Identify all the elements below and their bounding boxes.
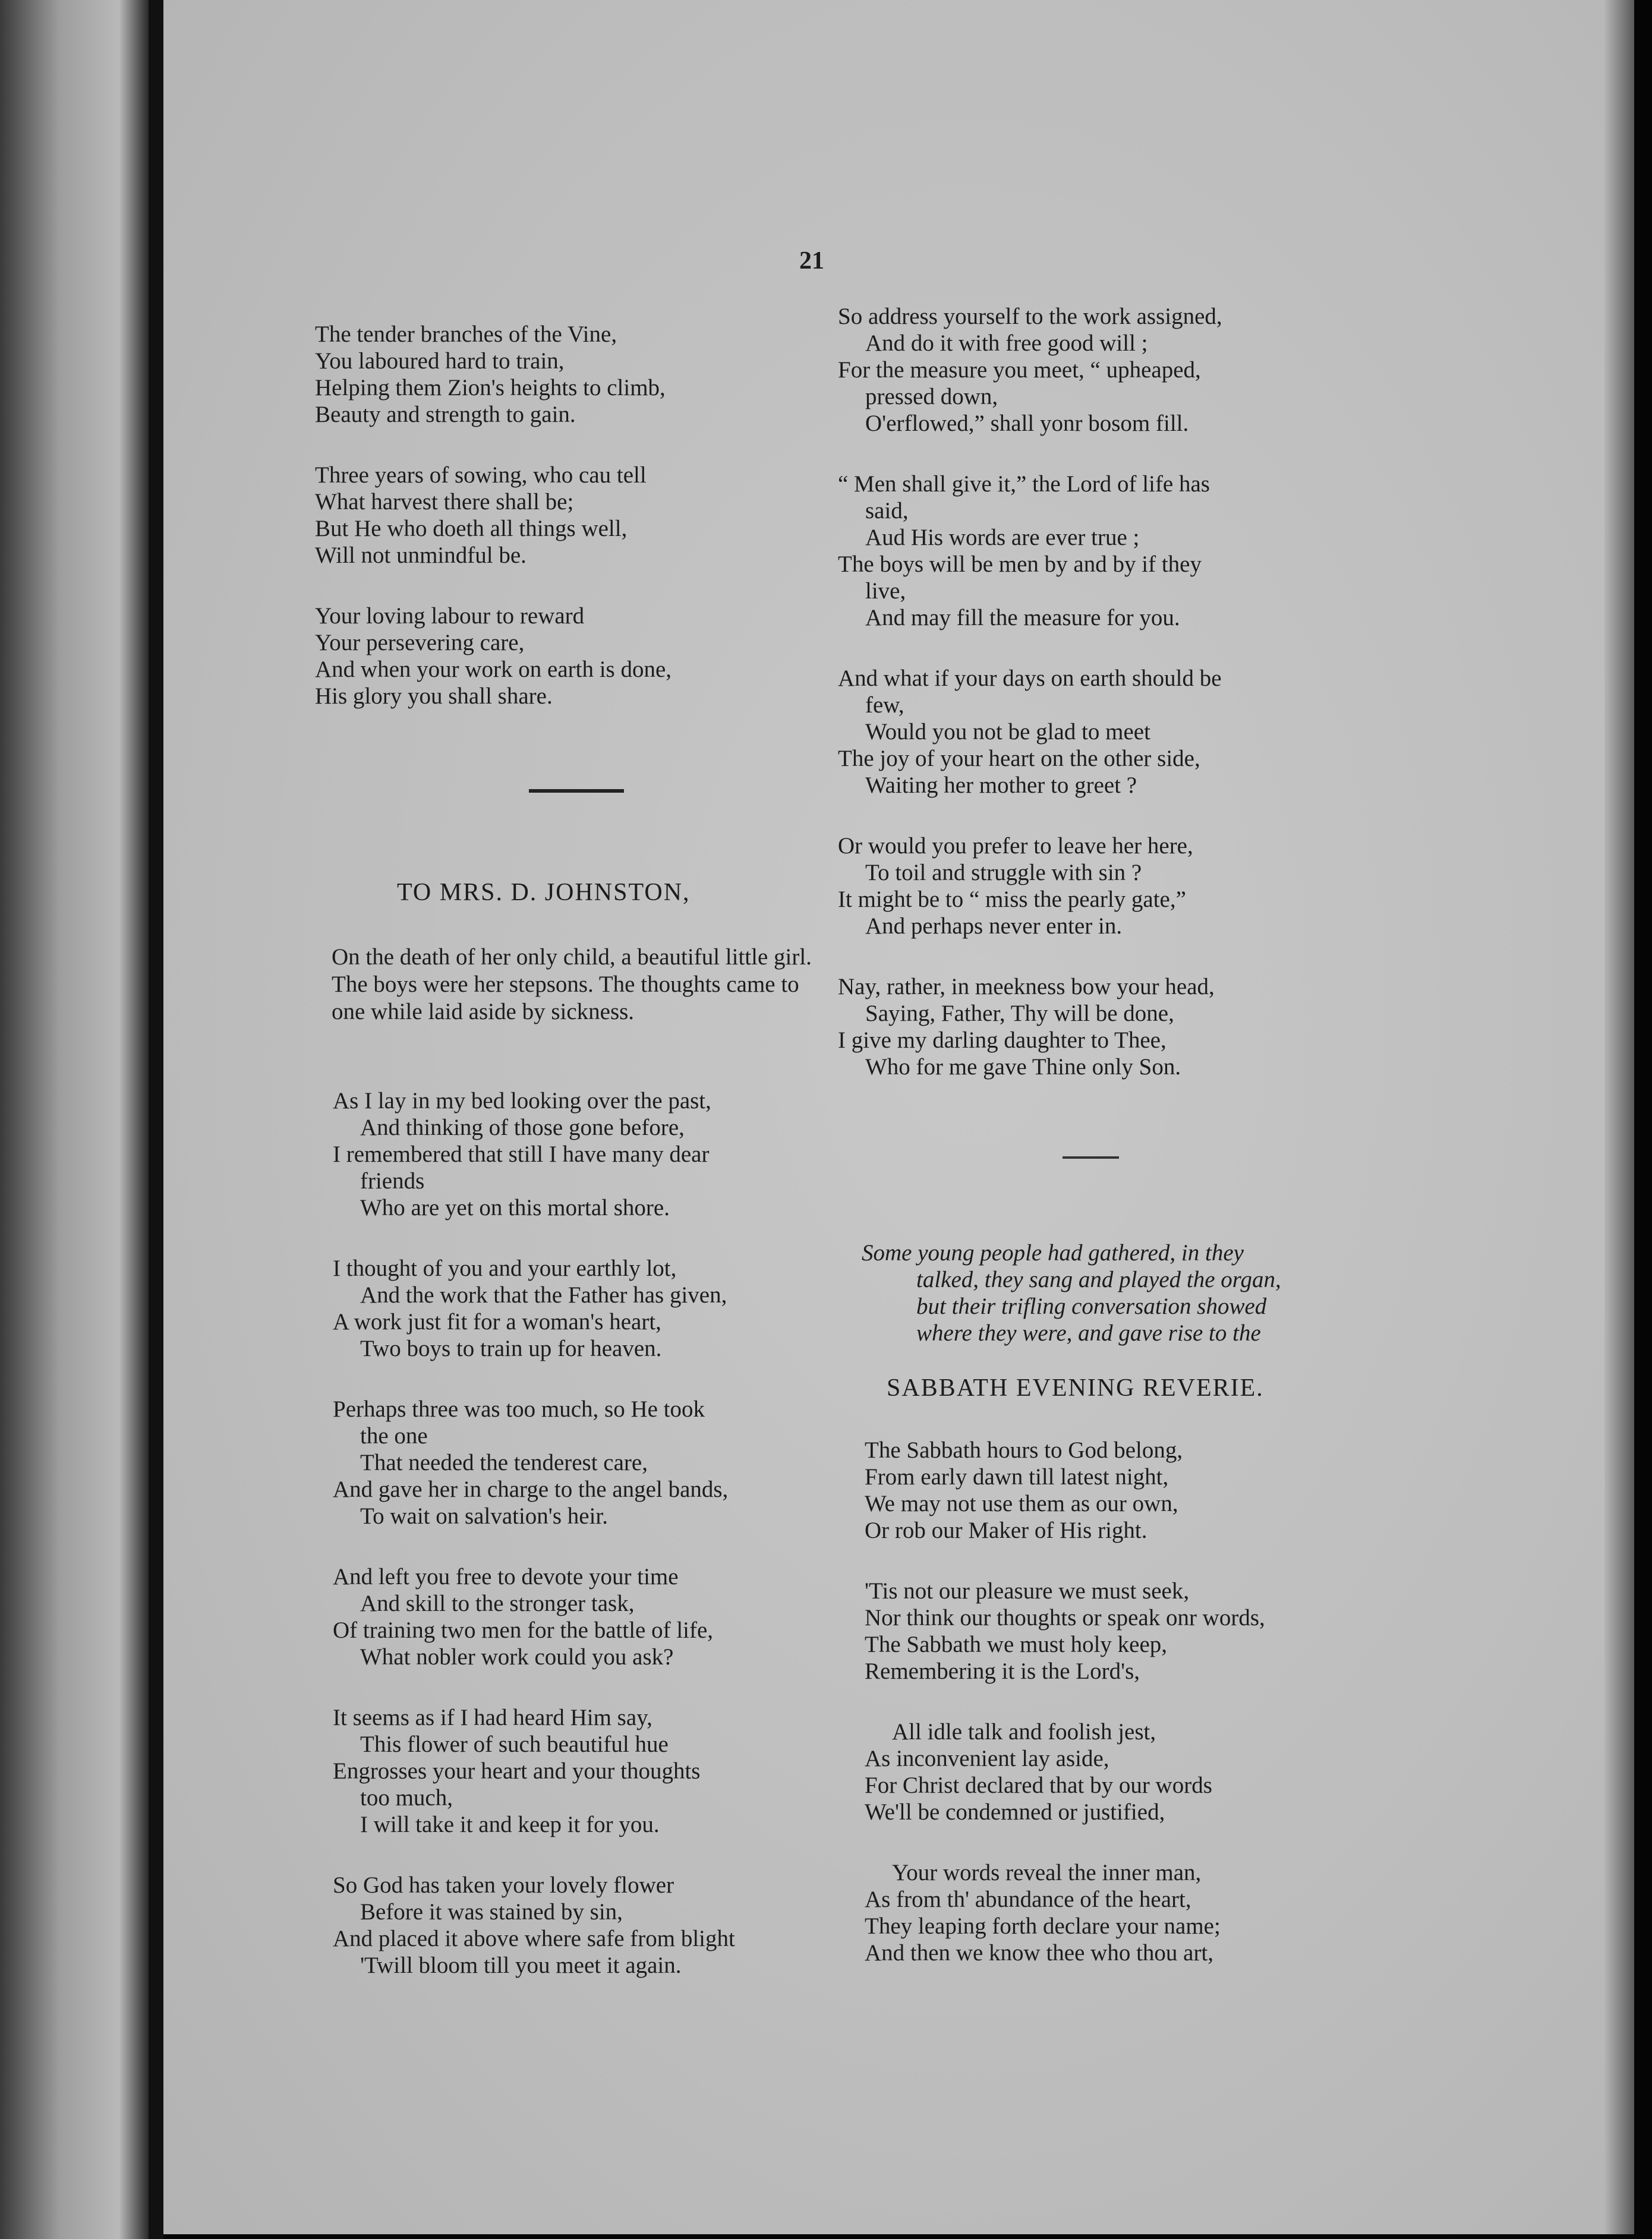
verse-line: The joy of your heart on the other side,	[838, 746, 1200, 771]
stanza	[333, 1087, 868, 1221]
verse-line: They leaping forth declare your name;	[865, 1913, 1221, 1939]
verse-line: And the work that the Father has given,	[360, 1282, 727, 1308]
verse-line: Remembering it is the Lord's,	[865, 1658, 1140, 1684]
book-binding	[149, 0, 163, 2239]
stanza	[865, 1578, 1399, 1685]
verse-line: Perhaps three was too much, so He took	[333, 1396, 705, 1422]
stanza	[865, 1859, 1399, 1966]
verse-line: said,	[865, 498, 909, 524]
verse-line: As I lay in my bed looking over the past,	[333, 1088, 711, 1114]
section-divider	[1063, 1156, 1119, 1159]
verse-line: All idle talk and foolish jest,	[892, 1719, 1156, 1745]
stanza	[838, 471, 1373, 631]
verse-line: Your loving labour to reward	[315, 603, 585, 629]
verse-line: Would you not be glad to meet	[865, 719, 1150, 745]
poem-body-sabbath	[865, 1437, 1399, 2000]
verse-line: I give my darling daughter to Thee,	[838, 1027, 1167, 1053]
stanza	[838, 832, 1373, 939]
verse-line: It seems as if I had heard Him say,	[333, 1705, 652, 1730]
verse-line: And left you free to devote your time	[333, 1564, 679, 1590]
verse-line: live,	[865, 578, 906, 604]
verse-line: Or would you prefer to leave her here,	[838, 833, 1193, 859]
stanza	[838, 665, 1373, 799]
verse-line: The boys will be men by and by if they	[838, 551, 1202, 577]
verse-line: Who for me gave Thine only Son.	[865, 1054, 1181, 1080]
verse-line: few,	[865, 692, 904, 718]
verse-line: The tender branches of the Vine,	[315, 321, 617, 347]
stanza	[333, 1255, 868, 1362]
verse-line: Your persevering care,	[315, 630, 525, 655]
stanza	[333, 1872, 868, 1979]
verse-line: 'Twill bloom till you meet it again.	[360, 1953, 682, 1978]
section-divider	[529, 789, 624, 793]
left-column-top-poem	[315, 321, 862, 743]
intro-line: talked, they sang and played the organ,	[916, 1267, 1281, 1292]
verse-line: What harvest there shall be;	[315, 489, 574, 515]
stanza	[865, 1437, 1399, 1544]
verse-line: So address yourself to the work assigned,	[838, 304, 1222, 329]
verse-line: A work just fit for a woman's heart,	[333, 1309, 661, 1335]
page-right-edge	[1604, 0, 1634, 2234]
verse-line: As from th' abundance of the heart,	[865, 1887, 1191, 1912]
verse-line: Before it was stained by sin,	[360, 1899, 623, 1925]
verse-line: O'erflowed,” shall yonr bosom fill.	[865, 411, 1189, 436]
verse-line: Engrosses your heart and your thoughts	[333, 1758, 701, 1784]
poem-intro-johnston: On the death of her only child, a beautiful little girl. The boys were her stepsons. The thoughts came to one while laid aside by sickness.	[332, 944, 812, 1024]
verse-line: So God has taken your lovely flower	[333, 1872, 674, 1898]
verse-line: And placed it above where safe from blight	[333, 1926, 735, 1951]
stanza	[333, 1396, 868, 1530]
verse-line: It might be to “ miss the pearly gate,”	[838, 887, 1186, 912]
intro-line: Some young people had gathered, in they	[862, 1240, 1244, 1266]
verse-line: To toil and struggle with sin ?	[865, 860, 1142, 885]
verse-line: Helping them Zion's heights to climb,	[315, 375, 666, 401]
verse-line: We'll be condemned or justified,	[865, 1799, 1165, 1825]
stanza	[838, 303, 1373, 437]
verse-line: Who are yet on this mortal shore.	[360, 1195, 670, 1221]
verse-line: 'Tis not our pleasure we must seek,	[865, 1578, 1190, 1604]
verse-line: Beauty and strength to gain.	[315, 402, 576, 427]
verse-line: And gave her in charge to the angel bands,	[333, 1477, 729, 1502]
verse-line: For Christ declared that by our words	[865, 1773, 1212, 1798]
stanza	[333, 1704, 868, 1838]
verse-line: And do it with free good will ;	[865, 330, 1148, 356]
verse-line: And what if your days on earth should be	[838, 666, 1222, 691]
verse-line: friends	[360, 1168, 425, 1194]
verse-line: And skill to the stronger task,	[360, 1591, 635, 1616]
verse-line: Waiting her mother to greet ?	[865, 772, 1137, 798]
verse-line: What nobler work could you ask?	[360, 1644, 674, 1670]
verse-line: But He who doeth all things well,	[315, 516, 628, 541]
verse-line: Nor think our thoughts or speak onr words,	[865, 1605, 1265, 1631]
verse-line: I thought of you and your earthly lot,	[333, 1256, 677, 1281]
intro-line: but their trifling conversation showed	[916, 1294, 1267, 1319]
stanza	[315, 603, 862, 709]
intro-line: where they were, and gave rise to the	[916, 1320, 1261, 1346]
poem-body-johnston	[333, 1087, 868, 2013]
verse-line: As inconvenient lay aside,	[865, 1746, 1109, 1771]
verse-line: Or rob our Maker of His right.	[865, 1518, 1147, 1543]
verse-line: I remembered that still I have many dear	[333, 1141, 710, 1167]
verse-line: And then we know thee who thou art,	[865, 1940, 1214, 1966]
verse-line: Two boys to train up for heaven.	[360, 1336, 662, 1361]
verse-line: “ Men shall give it,” the Lord of life has	[838, 471, 1210, 497]
verse-line: His glory you shall share.	[315, 683, 553, 709]
verse-line: Nay, rather, in meekness bow your head,	[838, 974, 1215, 999]
verse-line: You laboured hard to train,	[315, 348, 565, 374]
verse-line: To wait on salvation's heir.	[360, 1503, 608, 1529]
facing-page-edge	[0, 0, 149, 2239]
verse-line: I will take it and keep it for you.	[360, 1812, 660, 1837]
verse-line: And thinking of those gone before,	[360, 1115, 685, 1140]
verse-line: From early dawn till latest night,	[865, 1464, 1169, 1490]
poem-title-sabbath: SABBATH EVENING REVERIE.	[887, 1374, 1264, 1402]
verse-line: the one	[360, 1423, 428, 1449]
right-column-top-poem	[838, 303, 1373, 1114]
verse-line: The Sabbath hours to God belong,	[865, 1437, 1183, 1463]
stanza	[838, 973, 1373, 1080]
stanza	[315, 462, 862, 569]
stanza	[315, 321, 862, 428]
verse-line: Aud His words are ever true ;	[865, 525, 1140, 550]
verse-line: Three years of sowing, who cau tell	[315, 462, 647, 488]
poem-title-johnston: TO MRS. D. JOHNSTON,	[397, 879, 691, 906]
verse-line: Will not unmindful be.	[315, 543, 527, 568]
verse-line: That needed the tenderest care,	[360, 1450, 648, 1475]
poem-intro-sabbath	[862, 1240, 1396, 1346]
verse-line: And may fill the measure for you.	[865, 605, 1180, 630]
verse-line: We may not use them as our own,	[865, 1491, 1178, 1516]
stanza	[333, 1563, 868, 1670]
verse-line: Of training two men for the battle of life,	[333, 1617, 714, 1643]
page-number: 21	[799, 247, 824, 275]
verse-line: For the measure you meet, “ upheaped,	[838, 357, 1201, 383]
verse-line: And perhaps never enter in.	[865, 913, 1123, 939]
verse-line: Your words reveal the inner man,	[892, 1860, 1202, 1885]
stanza	[865, 1718, 1399, 1825]
verse-line: The Sabbath we must holy keep,	[865, 1632, 1168, 1657]
verse-line: too much,	[360, 1785, 453, 1811]
verse-line: Saying, Father, Thy will be done,	[865, 1001, 1174, 1026]
verse-line: pressed down,	[865, 384, 998, 409]
verse-line: And when your work on earth is done,	[315, 657, 672, 682]
verse-line: This flower of such beautiful hue	[360, 1732, 669, 1757]
